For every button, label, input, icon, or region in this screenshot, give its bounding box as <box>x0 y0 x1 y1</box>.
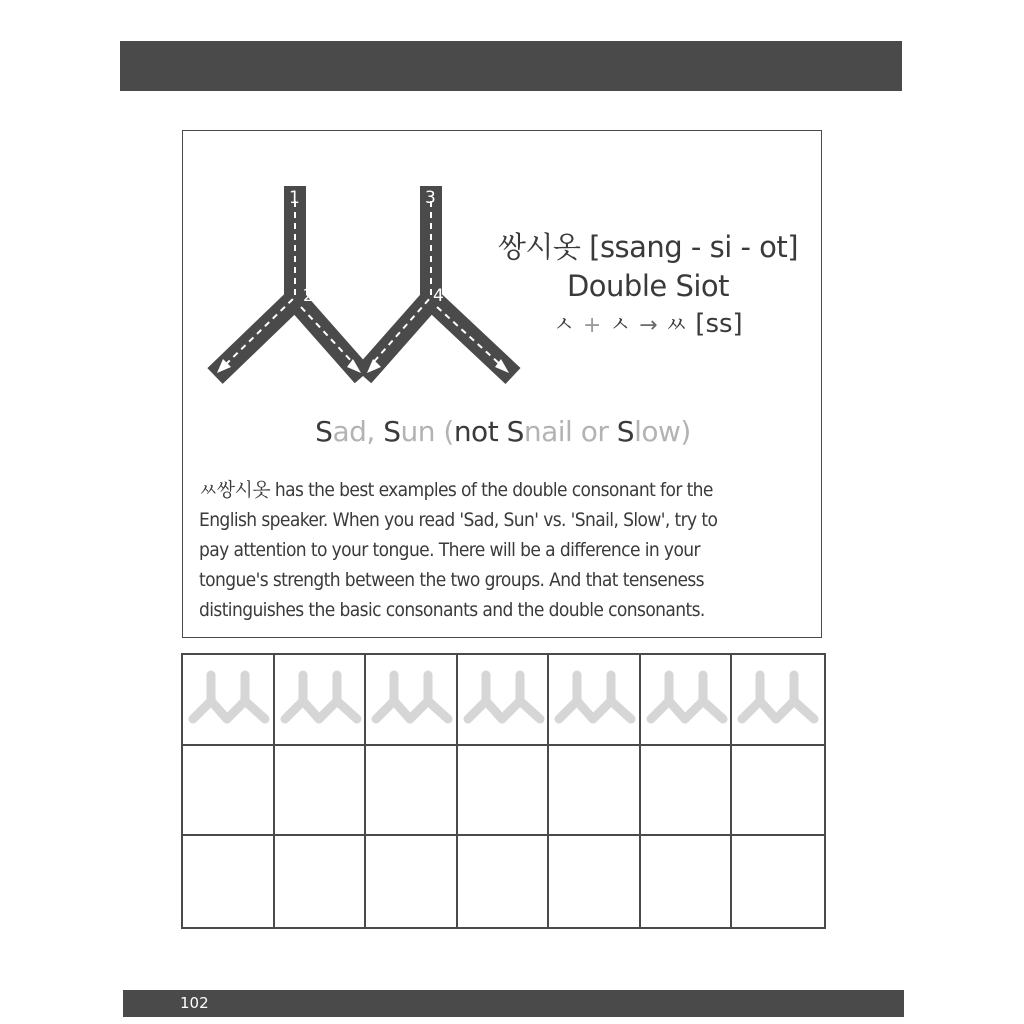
practice-cell-empty <box>183 836 275 927</box>
formula-part1: ㅅ <box>553 313 575 338</box>
formula-plus: + <box>582 313 602 338</box>
example-sad-s: S <box>315 415 333 448</box>
practice-cell-empty <box>366 746 458 837</box>
trace-glyph <box>641 655 733 745</box>
example-open-paren: ( <box>443 415 454 448</box>
practice-cell-trace <box>458 655 550 746</box>
stroke-number-1: 1 <box>289 188 300 208</box>
stroke-1-shape <box>215 186 295 376</box>
practice-cell-empty <box>549 836 641 927</box>
practice-cell-empty <box>458 836 550 927</box>
example-sad-rest: ad <box>332 415 367 448</box>
practice-cell-empty <box>641 746 733 837</box>
header-bar <box>120 41 902 91</box>
practice-cell-trace <box>275 655 367 746</box>
title-romanization: [ssang - si - ot] <box>589 230 799 264</box>
stroke-3-shape <box>363 186 431 376</box>
practice-cell-trace <box>549 655 641 746</box>
paragraph-line: ㅆ쌍시옷 has the best examples of the double consonant for the <box>199 479 713 501</box>
formula <box>483 305 813 345</box>
example-snail-rest: nail <box>523 415 573 448</box>
practice-cell-trace <box>183 655 275 746</box>
practice-cell-empty <box>549 746 641 837</box>
title-hangul: 쌍시옷 <box>497 230 581 264</box>
trace-glyph <box>183 655 275 745</box>
practice-cell-empty <box>366 836 458 927</box>
formula-arrow: → <box>639 313 658 338</box>
formula-part2: ㅅ <box>609 313 631 338</box>
example-words <box>183 415 823 448</box>
practice-cell-empty <box>275 746 367 837</box>
paragraph-line: tongue's strength between the two groups. And that tenseness <box>199 569 704 591</box>
stroke-number-4: 4 <box>433 286 444 306</box>
practice-grid <box>181 653 826 929</box>
stroke-order-figure <box>201 181 521 391</box>
practice-cell-empty <box>732 746 824 837</box>
explanation-paragraph <box>199 475 814 625</box>
trace-glyph <box>275 655 367 745</box>
trace-glyph <box>549 655 641 745</box>
info-box <box>182 130 822 638</box>
paragraph-line: pay attention to your tongue. There will be a difference in your <box>199 539 700 561</box>
title-english: Double Siot <box>566 269 730 303</box>
practice-cell-empty <box>183 746 275 837</box>
example-snail-s: S <box>506 415 524 448</box>
footer-bar <box>123 990 904 1017</box>
title-block <box>483 227 813 345</box>
trace-glyph <box>732 655 824 745</box>
example-slow-s: S <box>616 415 635 448</box>
practice-cell-empty <box>458 746 550 837</box>
page-number: 102 <box>180 994 209 1012</box>
example-slow-rest: low <box>634 415 681 448</box>
formula-result: ㅆ <box>665 313 688 338</box>
trace-glyph <box>458 655 550 745</box>
title-main <box>483 227 813 267</box>
formula-sound: [ss] <box>695 309 743 339</box>
practice-cell-empty <box>641 836 733 927</box>
paragraph-line: distinguishes the basic consonants and the double consonants. <box>199 599 705 621</box>
example-sun-rest: un <box>400 415 435 448</box>
paragraph-line: English speaker. When you read 'Sad, Sun' vs. 'Snail, Slow', try to <box>199 509 718 531</box>
practice-cell-trace <box>366 655 458 746</box>
stroke-number-3: 3 <box>425 188 436 208</box>
example-comma: , <box>366 415 375 448</box>
example-not: not <box>453 415 499 448</box>
practice-cell-empty <box>732 836 824 927</box>
example-close-paren: ) <box>680 415 691 448</box>
example-sun-s: S <box>383 415 401 448</box>
practice-cell-trace <box>732 655 824 746</box>
example-or: or <box>580 415 609 448</box>
practice-cell-trace <box>641 655 733 746</box>
practice-cell-empty <box>275 836 367 927</box>
trace-glyph <box>366 655 458 745</box>
stroke-number-2: 2 <box>303 286 314 306</box>
